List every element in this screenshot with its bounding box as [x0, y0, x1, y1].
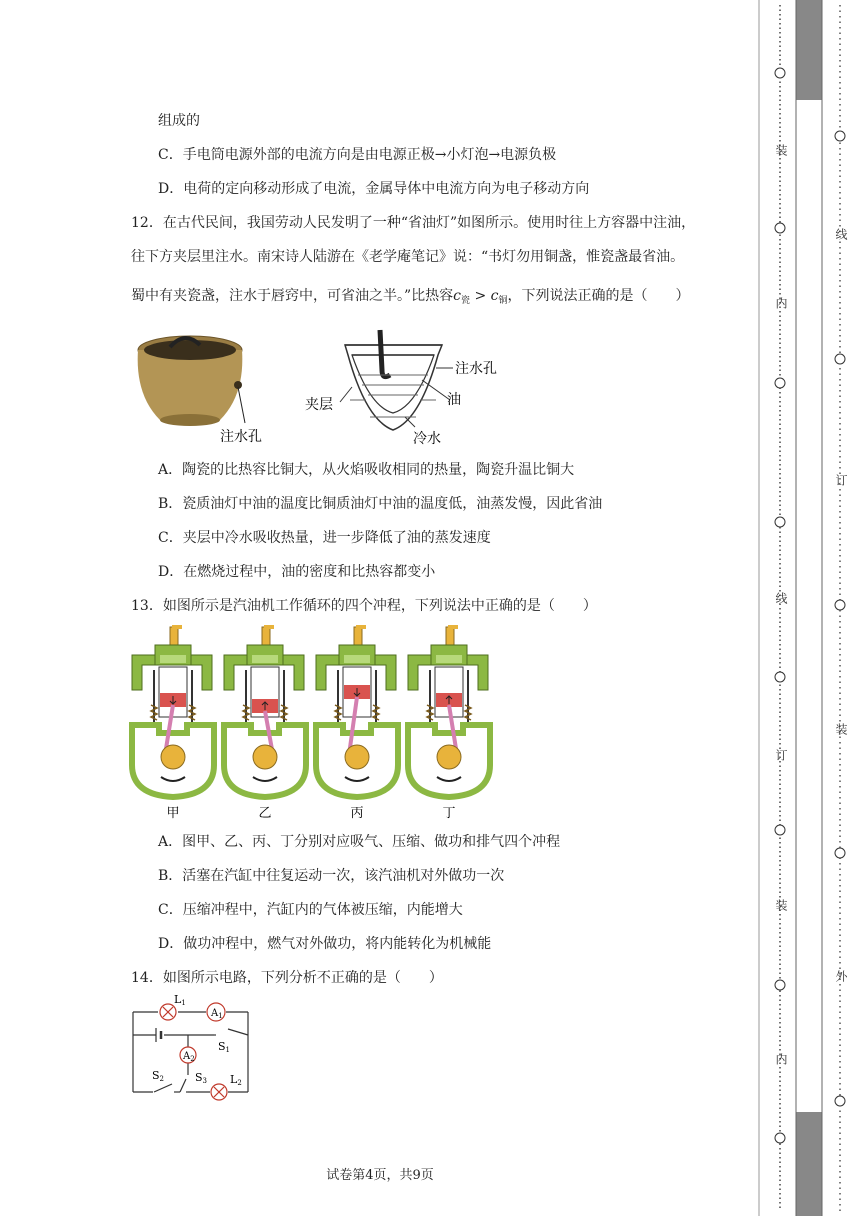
q12-option-a: A．陶瓷的比热容比铜大，从火焰吸收相同的热量，陶瓷升温比铜大	[158, 462, 575, 478]
q12-option-c: C．夹层中冷水吸收热量，进一步降低了油的蒸发速度	[158, 530, 491, 546]
label-L1: L1	[174, 995, 186, 1007]
text-line: 组成的	[158, 113, 200, 129]
q13-option-d: D．做功冲程中，燃气对外做功，将内能转化为机械能	[158, 936, 492, 952]
label-A2: $A_2$	[183, 1051, 195, 1063]
label-A1: $A_1$	[211, 1008, 223, 1020]
binding-mark-outer-3: 装	[834, 723, 848, 735]
engine-strokes-figure	[127, 625, 507, 820]
binding-mark-inner-3: 线	[774, 592, 788, 604]
engine-label-4: 丁	[442, 806, 456, 820]
engine-label-2: 乙	[258, 806, 272, 820]
lamp-cross-section	[340, 330, 453, 430]
q12-stem-line3: 蜀中有夹瓷盏，注水于唇窍中，可省油之半。”比热容$c_瓷 > c_铜$，下列说法正确的是（ ）	[131, 288, 690, 306]
q14-stem: 14．如图所示电路，下列分析不正确的是（ ）	[131, 970, 443, 986]
q13-option-c: C．压缩冲程中，汽缸内的气体被压缩，内能增大	[158, 902, 463, 918]
binding-mark-outer-2: 订	[834, 474, 848, 486]
label-L2: L2	[230, 1073, 242, 1087]
oil-lamp-drawing	[130, 325, 530, 455]
q13-option-a: A．图甲、乙、丙、丁分别对应吸气、压缩、做功和排气四个冲程	[158, 834, 561, 850]
oil-lamp-figure	[130, 325, 530, 455]
binding-mark-inner-2: 内	[774, 297, 788, 309]
binding-mark-inner-4: 订	[774, 749, 788, 761]
q12-stem-line2: 往下方夹层里注水。南宋诗人陆游在《老学庵笔记》说：“书灯勿用铜盏，惟瓷盏最省油。	[131, 249, 685, 265]
engine-drawing	[127, 625, 507, 820]
photo-hole-label: 注水孔	[220, 429, 262, 445]
circuit-drawing	[128, 995, 258, 1105]
option-d-prev: D．电荷的定向移动形成了电流，金属导体中电流方向为电子移动方向	[158, 181, 590, 197]
hole-label: 注水孔	[455, 361, 497, 377]
binding-lines	[758, 0, 860, 1216]
engine-stroke-4	[408, 625, 490, 820]
lamp-photo	[138, 336, 245, 426]
engine-stroke-3	[316, 625, 398, 820]
option-c-prev: C．手电筒电源外部的电流方向是由电源正极→小灯泡→电源负极	[158, 147, 557, 163]
q13-stem: 13．如图所示是汽油机工作循环的四个冲程，下列说法中正确的是（ ）	[131, 598, 597, 614]
engine-stroke-1	[132, 625, 214, 820]
binding-margin	[758, 0, 860, 1216]
q12-option-d: D．在燃烧过程中，油的密度和比热容都变小	[158, 564, 436, 580]
binding-mark-inner-1: 装	[774, 144, 788, 156]
engine-label-1: 甲	[166, 806, 180, 820]
oil-label: 油	[447, 392, 461, 408]
label-S3: S3	[195, 1071, 208, 1085]
binding-mark-outer-1: 线	[834, 228, 848, 240]
engine-stroke-2	[224, 625, 306, 820]
label-S1: S1	[218, 1040, 231, 1054]
q12-stem-line1: 12．在古代民间，我国劳动人民发明了一种“省油灯”如图所示。使用时往上方容器中注油，	[131, 215, 696, 231]
q12-option-b: B．瓷质油灯中油的温度比铜质油灯中油的温度低，油蒸发慢，因此省油	[158, 496, 603, 512]
label-S2: S2	[152, 1069, 165, 1083]
circuit-figure	[128, 995, 258, 1105]
water-label: 冷水	[413, 431, 441, 447]
q13-option-b: B．活塞在汽缸中往复运动一次，该汽油机对外做功一次	[158, 868, 505, 884]
engine-label-3: 丙	[350, 806, 364, 820]
binding-mark-inner-6: 内	[774, 1053, 788, 1065]
layer-label: 夹层	[305, 397, 333, 413]
binding-mark-outer-4: 外	[834, 970, 848, 982]
page-footer: 试卷第4页，共9页	[326, 1168, 434, 1183]
binding-mark-inner-5: 装	[774, 899, 788, 911]
